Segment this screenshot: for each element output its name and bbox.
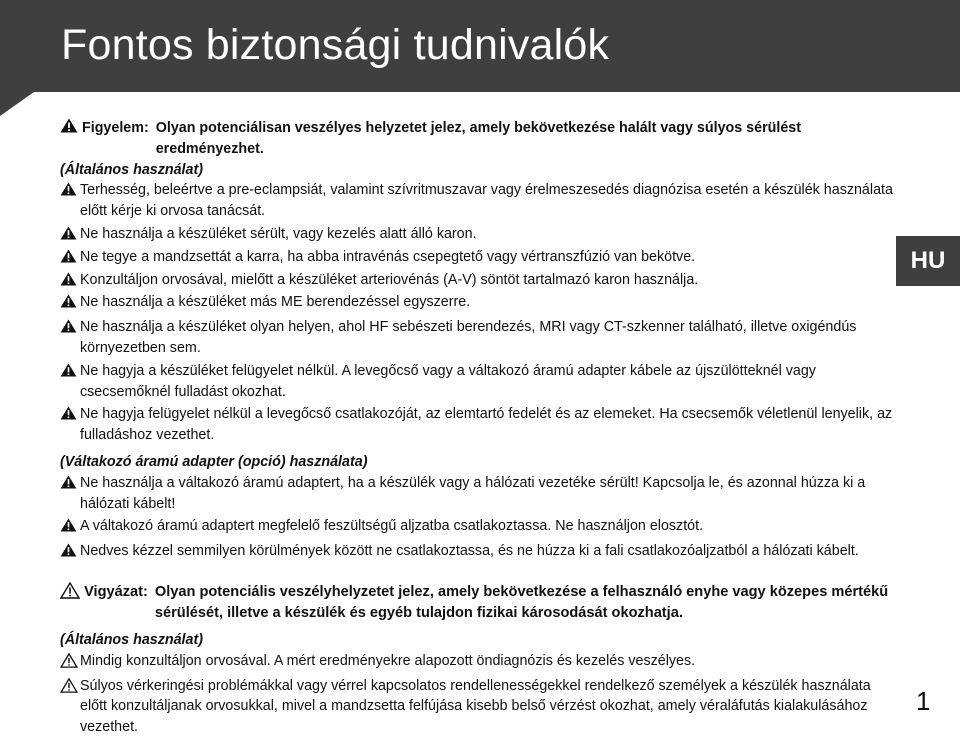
warning-icon bbox=[60, 272, 77, 286]
list-item-text: Ne hagyja a készüléket felügyelet nélkül. A levegőcső vagy a váltakozó áramú adapter kábele az újszülötteknél vagy csecsemőknél fulladást okozhat. bbox=[80, 362, 816, 400]
list-item bbox=[60, 270, 896, 293]
list-item bbox=[60, 317, 896, 359]
warning-list-adapter bbox=[60, 473, 896, 564]
bullet bbox=[60, 361, 80, 403]
caution-list-general bbox=[60, 651, 896, 738]
bullet bbox=[60, 473, 80, 515]
list-item-text: Súlyos vérkeringési problémákkal vagy vérrel kapcsolatos rendellenességekkel rendelkező személyek a készülék használata előtt konzultáljanak orvosukkal, mivel a mandzsetta felfújása kisebb belső vérzést okozhat, amely véraláfutás kialakulásához vezethet. bbox=[80, 677, 871, 736]
bullet bbox=[60, 651, 80, 674]
list-item-text: Ne használja a készüléket olyan helyen, ahol HF sebészeti berendezés, MRI vagy CT-szkenner található, illetve oxigéndús környezetben sem. bbox=[80, 319, 857, 356]
warning-icon bbox=[60, 475, 77, 489]
page-number: 1 bbox=[916, 686, 931, 716]
list-item bbox=[60, 180, 896, 222]
header-band bbox=[0, 0, 960, 92]
bullet bbox=[60, 224, 80, 247]
list-item-text: Ne tegye a mandzsettát a karra, ha abba intravénás csepegtető vagy vértranszfúzió van bekötve. bbox=[80, 248, 696, 265]
list-item bbox=[60, 473, 896, 515]
warning-term: Figyelem: bbox=[81, 120, 149, 136]
list-item bbox=[60, 292, 896, 315]
list-item bbox=[60, 361, 896, 403]
list-item-text: Konzultáljon orvosával, mielőtt a készüléket arteriovénás (A-V) söntöt tartalmazó karon használja. bbox=[80, 271, 699, 288]
content bbox=[60, 118, 896, 738]
bullet bbox=[60, 292, 80, 315]
caution-section-heading: (Általános használat) bbox=[60, 631, 203, 648]
caution-icon bbox=[60, 678, 78, 693]
warning-icon bbox=[60, 118, 78, 133]
warning-icon bbox=[60, 319, 77, 333]
bullet bbox=[60, 541, 80, 564]
warning-icon bbox=[60, 518, 77, 532]
list-item bbox=[60, 516, 896, 539]
warning-section-heading: (Általános használat) bbox=[60, 161, 203, 178]
caution-icon bbox=[60, 582, 80, 599]
list-item-text: A váltakozó áramú adaptert megfelelő feszültségű aljzatba csatlakoztassa. Ne használjon elosztót. bbox=[80, 518, 704, 535]
bullet bbox=[60, 317, 80, 359]
header-notch bbox=[0, 92, 34, 116]
warning-definition bbox=[60, 118, 896, 160]
warning-icon bbox=[60, 406, 77, 420]
list-item-text: Ne használja a készüléket más ME berendezéssel egyszerre. bbox=[80, 294, 471, 311]
caution-term-wrap bbox=[60, 582, 155, 624]
warning-icon bbox=[60, 543, 77, 557]
list-item bbox=[60, 404, 896, 446]
bullet bbox=[60, 676, 80, 738]
list-item bbox=[60, 247, 896, 270]
bullet bbox=[60, 180, 80, 222]
warning-icon bbox=[60, 182, 77, 196]
warning-term-wrap bbox=[60, 118, 156, 160]
caution-definition bbox=[60, 582, 896, 624]
caution-icon bbox=[60, 653, 78, 668]
caution-definition-text: Olyan potenciális veszélyhelyzetet jelez, amely bekövetkezése a felhasználó enyhe vagy közepes mértékű sérülését, illetve a készülék és egyéb tulajdon fizikai károsodását okozhatja. bbox=[154, 583, 889, 621]
list-item bbox=[60, 541, 896, 564]
warning-list-general bbox=[60, 180, 896, 446]
bullet bbox=[60, 270, 80, 293]
warning-icon bbox=[60, 249, 77, 263]
list-item-text: Ne hagyja felügyelet nélkül a levegőcső csatlakozóját, az elemtartó fedelét és az elemeket. Ha csecsemők véletlenül lenyelik, az fulladáshoz vezethet. bbox=[80, 406, 893, 444]
list-item-text: Nedves kézzel semmilyen körülmények között ne csatlakoztassa, és ne húzza ki a fali csatlakozóaljzatból a hálózati kábelt. bbox=[80, 543, 859, 560]
caution-term: Vigyázat: bbox=[84, 583, 148, 600]
bullet bbox=[60, 247, 80, 270]
list-item bbox=[60, 224, 896, 247]
page-title: Fontos biztonsági tudnivalók bbox=[61, 21, 610, 69]
bullet bbox=[60, 516, 80, 539]
warning-definition-text: Olyan potenciálisan veszélyes helyzetet jelez, amely bekövetkezése halált vagy súlyos sérülést eredményezhet. bbox=[155, 120, 802, 157]
list-item bbox=[60, 676, 896, 738]
language-tab: HU bbox=[896, 236, 960, 286]
list-item-text: Terhesség, beleértve a pre-eclampsiát, valamint szívritmuszavar vagy érelmeszesedés diagnózisa esetén a készülék használata előtt kérje ki orvosa tanácsát. bbox=[80, 182, 893, 220]
list-item bbox=[60, 651, 896, 674]
warning-icon bbox=[60, 226, 77, 240]
warning-icon bbox=[60, 294, 77, 308]
list-item-text: Mindig konzultáljon orvosával. A mért eredményekre alapozott öndiagnózis és kezelés veszélyes. bbox=[80, 652, 696, 669]
bullet bbox=[60, 404, 80, 446]
list-item-text: Ne használja a készüléket sérült, vagy kezelés alatt álló karon. bbox=[80, 225, 477, 242]
list-item-text: Ne használja a váltakozó áramú adaptert, ha a készülék vagy a hálózati vezetéke sérült! Kapcsolja le, és azonnal húzza ki a hálózati kábelt! bbox=[80, 474, 866, 512]
warning-section-heading: (Váltakozó áramú adapter (opció) használata) bbox=[60, 453, 368, 470]
warning-icon bbox=[60, 363, 77, 377]
